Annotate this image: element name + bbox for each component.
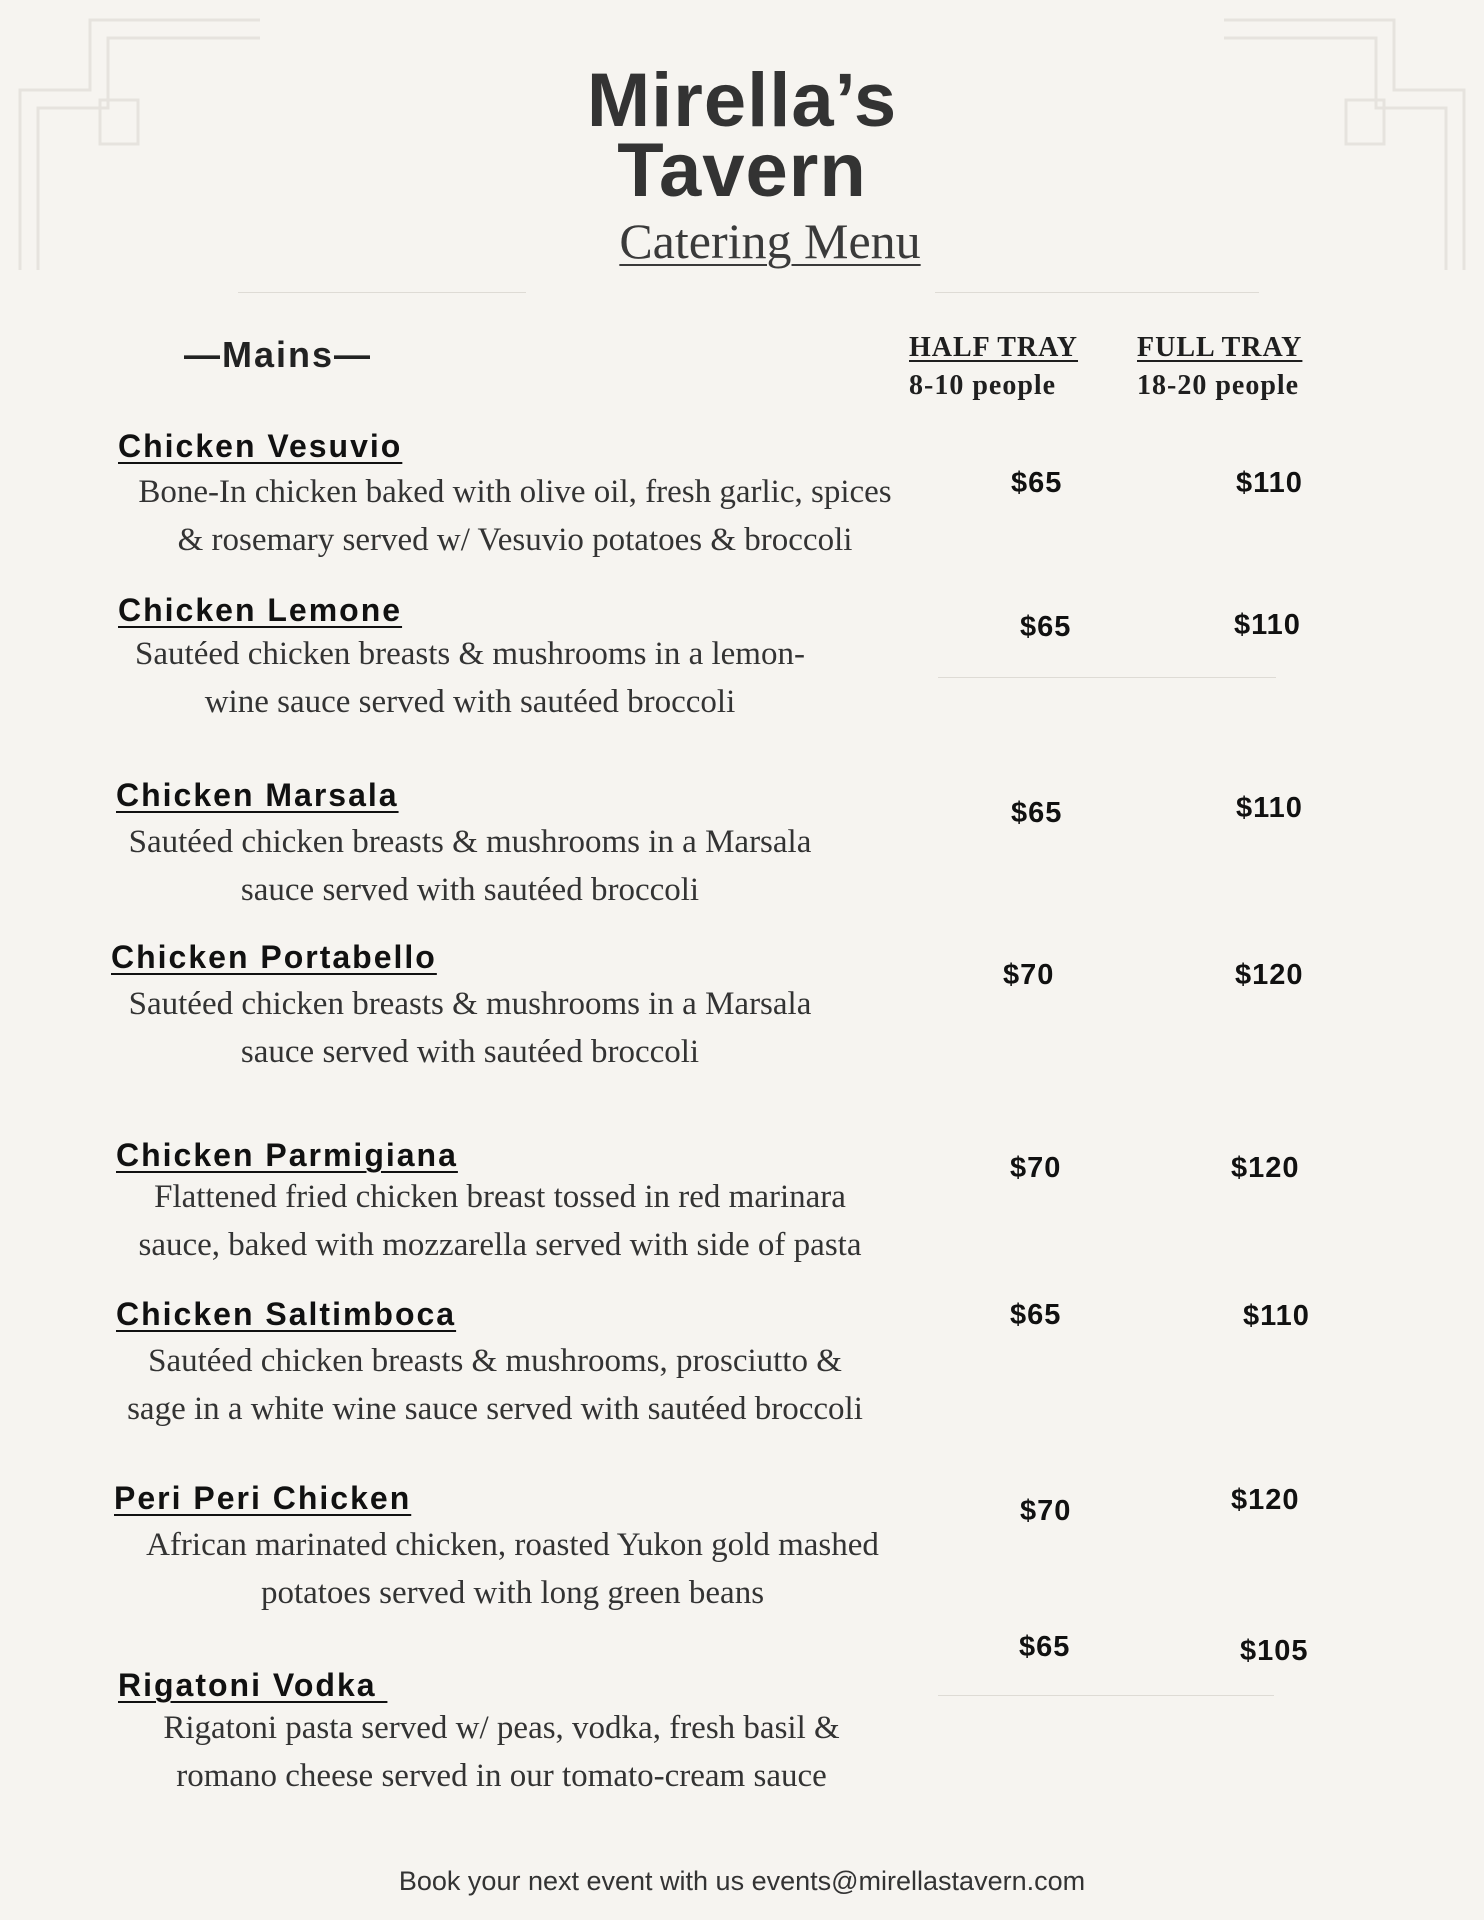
full-tray-price: $120	[1235, 959, 1304, 991]
full-tray-label: FULL TRAY	[1137, 332, 1303, 363]
half-tray-serves: 8-10 people	[909, 370, 1057, 401]
dish-description: Sautéed chicken breasts & mushrooms in a Marsala sauce served with sautéed broccoli	[128, 824, 812, 908]
full-tray-price: $110	[1234, 609, 1301, 641]
full-tray-price: $120	[1231, 1152, 1300, 1184]
footer-contact: Book your next event with us events@mirellastavern.com	[398, 1866, 1086, 1896]
dish-name: Chicken Portabello	[111, 939, 437, 975]
full-tray-price: $110	[1236, 792, 1303, 824]
dish-description: Rigatoni pasta served w/ peas, vodka, fresh basil & romano cheese served in our tomato-cream sauce	[163, 1710, 840, 1794]
half-tray-price: $70	[1010, 1152, 1062, 1184]
half-tray-price: $65	[1011, 467, 1063, 499]
section-title-mains: —Mains—	[184, 334, 373, 375]
half-tray-price: $65	[1020, 611, 1072, 643]
half-tray-price: $70	[1020, 1495, 1072, 1527]
dish-description: Sautéed chicken breasts & mushrooms in a Marsala sauce served with sautéed broccoli	[128, 986, 812, 1070]
restaurant-name-line2: Tavern	[617, 128, 867, 213]
dish-name: Peri Peri Chicken	[114, 1480, 412, 1516]
dish-name: Chicken Saltimboca	[116, 1296, 457, 1332]
full-tray-price: $110	[1236, 467, 1303, 499]
dish-name: Rigatoni Vodka	[118, 1667, 388, 1703]
restaurant-title	[0, 58, 1484, 213]
dish-description: Sautéed chicken breasts & mushrooms in a lemon- wine sauce served with sautéed broccoli	[135, 636, 805, 720]
dish-name: Chicken Parmigiana	[116, 1137, 458, 1173]
restaurant-name-line1: Mirella’s	[586, 58, 898, 143]
half-tray-price: $65	[1011, 797, 1063, 829]
divider	[938, 1695, 1274, 1696]
full-tray-price: $120	[1231, 1484, 1300, 1516]
dish-description: Bone-In chicken baked with olive oil, fresh garlic, spices & rosemary served w/ Vesuvio potatoes & broccoli	[138, 474, 892, 558]
dish-name: Chicken Lemone	[118, 592, 403, 628]
dish-name: Chicken Vesuvio	[118, 428, 403, 464]
full-tray-serves: 18-20 people	[1137, 370, 1300, 401]
divider	[238, 292, 526, 293]
divider	[938, 677, 1276, 678]
full-tray-price: $110	[1243, 1300, 1310, 1332]
full-tray-price: $105	[1240, 1635, 1309, 1667]
half-tray-price: $70	[1003, 959, 1055, 991]
dish-description: Flattened fried chicken breast tossed in red marinara sauce, baked with mozzarella served with side of pasta	[138, 1179, 862, 1263]
column-header-full-tray	[1137, 332, 1302, 402]
dish-description: African marinated chicken, roasted Yukon gold mashed potatoes served with long green beans	[146, 1527, 879, 1611]
column-header-half-tray	[909, 332, 1078, 402]
divider	[935, 292, 1259, 293]
half-tray-label: HALF TRAY	[909, 332, 1079, 363]
menu-subtitle: Catering Menu	[619, 213, 921, 269]
half-tray-price: $65	[1010, 1299, 1062, 1331]
half-tray-price: $65	[1019, 1631, 1071, 1663]
dish-name: Chicken Marsala	[116, 777, 399, 813]
dish-description: Sautéed chicken breasts & mushrooms, prosciutto & sage in a white wine sauce served with sautéed broccoli	[127, 1343, 863, 1427]
